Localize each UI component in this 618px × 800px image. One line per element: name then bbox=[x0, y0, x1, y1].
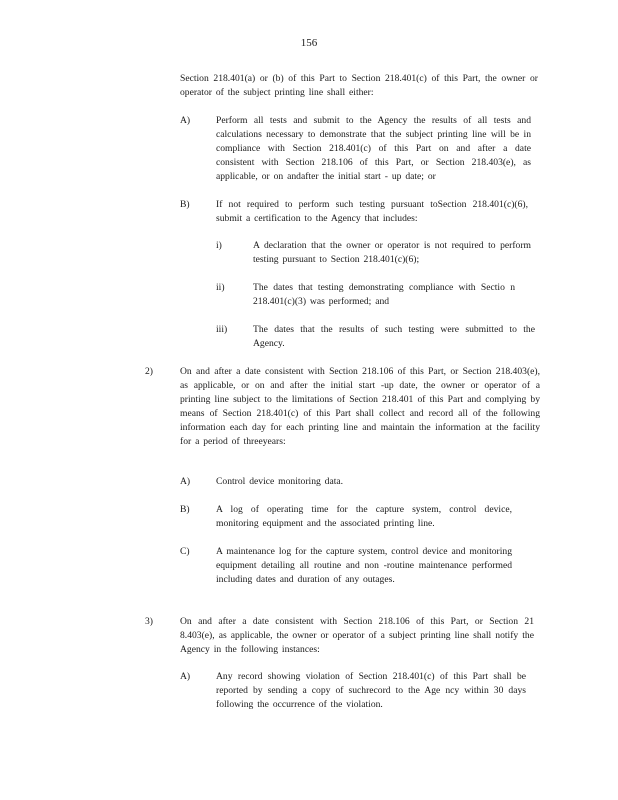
item-marker-1b: B) bbox=[180, 199, 190, 210]
item-marker-1b-i: i) bbox=[216, 240, 222, 251]
intro-paragraph: Section 218.401(a) or (b) of this Part to Section 218.401(c) of this Part, the owner or operator of the subject printing line shall either: bbox=[180, 73, 538, 98]
item-text-2b: A log of operating time for the capture system, control device, monitoring equipment and the associated printing line. bbox=[216, 504, 512, 529]
item-text-3: On and after a date consistent with Section 218.106 of this Part, or Section 21 8.403(e), as applicable, the owner or operator of a subject printing line shall notify the Agency in the following instances: bbox=[180, 616, 534, 655]
item-text-1a: Perform all tests and submit to the Agency the results of all tests and calculations necessary to demonstrate that the subject printing line will be in compliance with Section 218.401(c) of this Part on and after a date consistent with Section 218.106 of this Part, or Section 218.403(e), as applicable, or on andafter the initial start - up date; or bbox=[216, 115, 531, 182]
item-text-1b-ii: The dates that testing demonstrating compliance with Sectio n 218.401(c)(3) was performed; and bbox=[253, 282, 515, 307]
item-text-2c: A maintenance log for the capture system, control device and monitoring equipment detailing all routine and non -routine maintenance performed including dates and duration of any outages. bbox=[216, 546, 512, 585]
item-text-1b-iii: The dates that the results of such testing were submitted to the Agency. bbox=[253, 324, 535, 349]
item-text-1b-i: A declaration that the owner or operator is not required to perform testing pursuant to Section 218.401(c)(6); bbox=[253, 240, 531, 265]
item-marker-1b-ii: ii) bbox=[216, 282, 225, 293]
item-marker-3: 3) bbox=[145, 616, 153, 627]
item-text-1b: If not required to perform such testing pursuant toSection 218.401(c)(6), submit a certification to the Agency that includes: bbox=[216, 199, 528, 224]
item-text-3a: Any record showing violation of Section 218.401(c) of this Part shall be reported by sending a copy of suchrecord to the Age ncy within 30 days following the occurrence of the violation. bbox=[216, 671, 526, 710]
item-marker-2c: C) bbox=[180, 546, 190, 557]
page-number: 156 bbox=[300, 37, 318, 49]
item-text-2a: Control device monitoring data. bbox=[216, 476, 344, 487]
item-marker-2: 2) bbox=[145, 366, 153, 377]
item-text-2: On and after a date consistent with Section 218.106 of this Part, or Section 218.403(e), as applicable, or on and after the initial start -up date, the owner or operator of a printing line subject to the limitations of Section 218.401 of this Part and complying by means of Section 218.401(c) of this Part shall collect and record all of the following information each day for each printing line and maintain the information at the facility for a period of threeyears: bbox=[180, 366, 540, 447]
item-marker-3a: A) bbox=[180, 671, 191, 682]
item-marker-2a: A) bbox=[180, 476, 191, 487]
item-marker-2b: B) bbox=[180, 504, 190, 515]
item-marker-1a: A) bbox=[180, 115, 191, 126]
item-marker-1b-iii: iii) bbox=[216, 324, 228, 335]
